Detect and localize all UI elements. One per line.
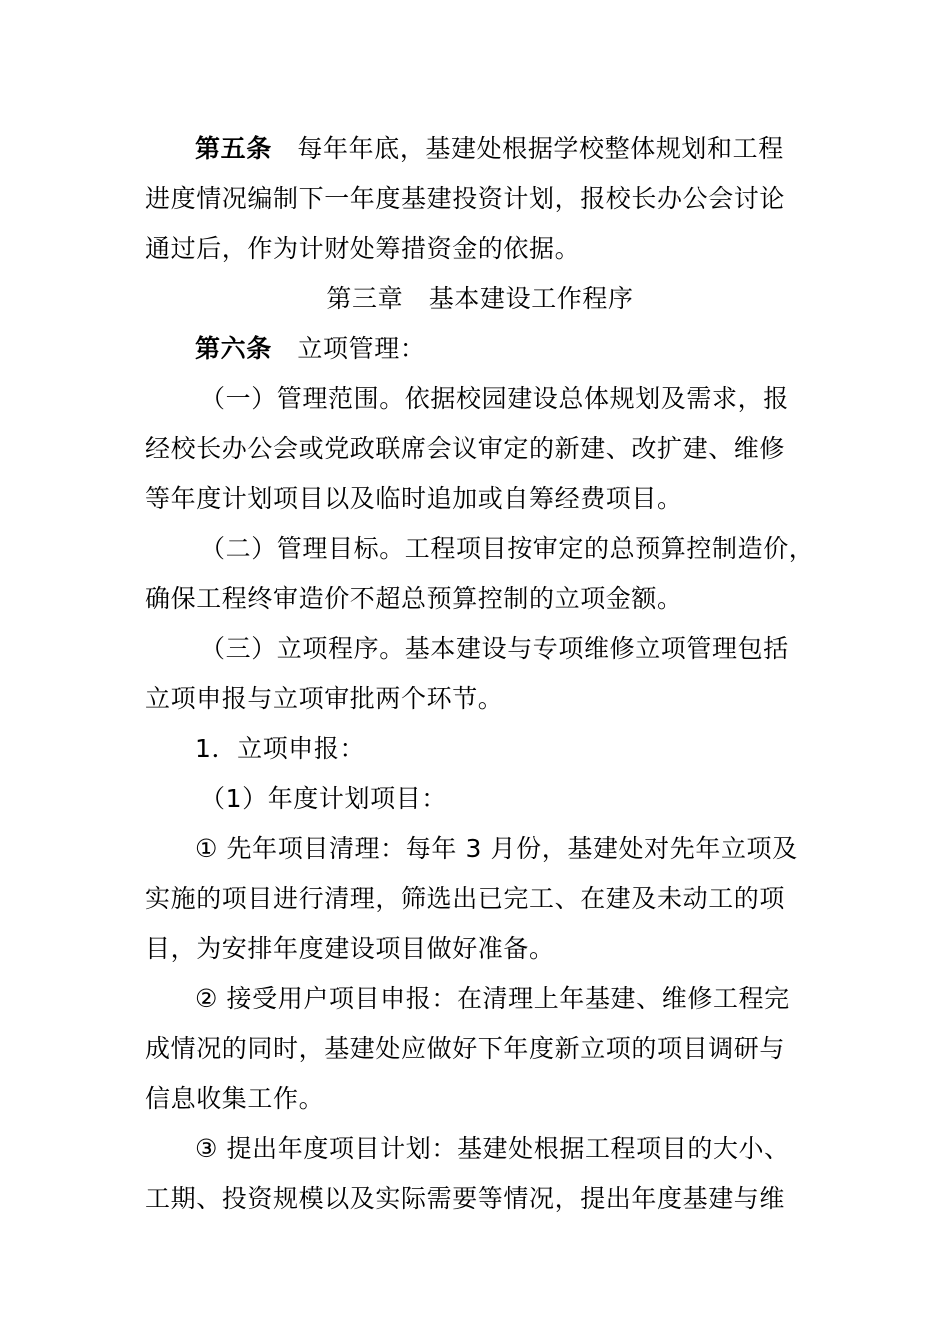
article-5-line-1: 第五条 每年年底，基建处根据学校整体规划和工程 [195, 134, 784, 163]
article-5-line-3: 通过后，作为计财处筹措资金的依据。 [145, 234, 581, 263]
article-6-label: 第六条 [195, 334, 272, 363]
step-3-line-1: ③ 提出年度项目计划：基建处根据工程项目的大小、 [195, 1134, 790, 1163]
step-2-line-3: 信息收集工作。 [145, 1084, 325, 1113]
item-goal-line-2: 确保工程终审造价不超总预算控制的立项金额。 [145, 584, 683, 613]
step-2-line-2: 成情况的同时，基建处应做好下年度新立项的项目调研与 [145, 1034, 786, 1063]
item-goal-line-1: （二）管理目标。工程项目按审定的总预算控制造价， [200, 534, 815, 563]
item-scope-line-2: 经校长办公会或党政联席会议审定的新建、改扩建、维修 [145, 434, 786, 463]
item-scope-line-1: （一）管理范围。依据校园建设总体规划及需求，报 [200, 384, 789, 413]
step-1-line-2: 实施的项目进行清理，筛选出已完工、在建及未动工的项 [145, 884, 786, 913]
step-1-line-1: ① 先年项目清理：每年 3 月份，基建处对先年立项及 [195, 834, 798, 863]
step-1-line-3: 目，为安排年度建设项目做好准备。 [145, 934, 555, 963]
item-procedure-line-2: 立项申报与立项审批两个环节。 [145, 684, 504, 713]
item-scope-line-3: 等年度计划项目以及临时追加或自筹经费项目。 [145, 484, 683, 513]
step-2-line-1: ② 接受用户项目申报：在清理上年基建、维修工程完 [195, 984, 790, 1013]
article-6-line: 第六条 立项管理： [195, 334, 426, 363]
step-3-line-2: 工期、投资规模以及实际需要等情况，提出年度基建与维 [145, 1184, 786, 1213]
article-5-line-2: 进度情况编制下一年度基建投资计划，报校长办公会讨论 [145, 184, 786, 213]
item-procedure-line-1: （三）立项程序。基本建设与专项维修立项管理包括 [200, 634, 789, 663]
subsection-1a-title: （1）年度计划项目： [200, 784, 447, 813]
subsection-1-title: 1．立项申报： [195, 734, 366, 763]
article-5-label: 第五条 [195, 134, 272, 163]
chapter-3-title: 第三章 基本建设工作程序 [326, 284, 634, 313]
